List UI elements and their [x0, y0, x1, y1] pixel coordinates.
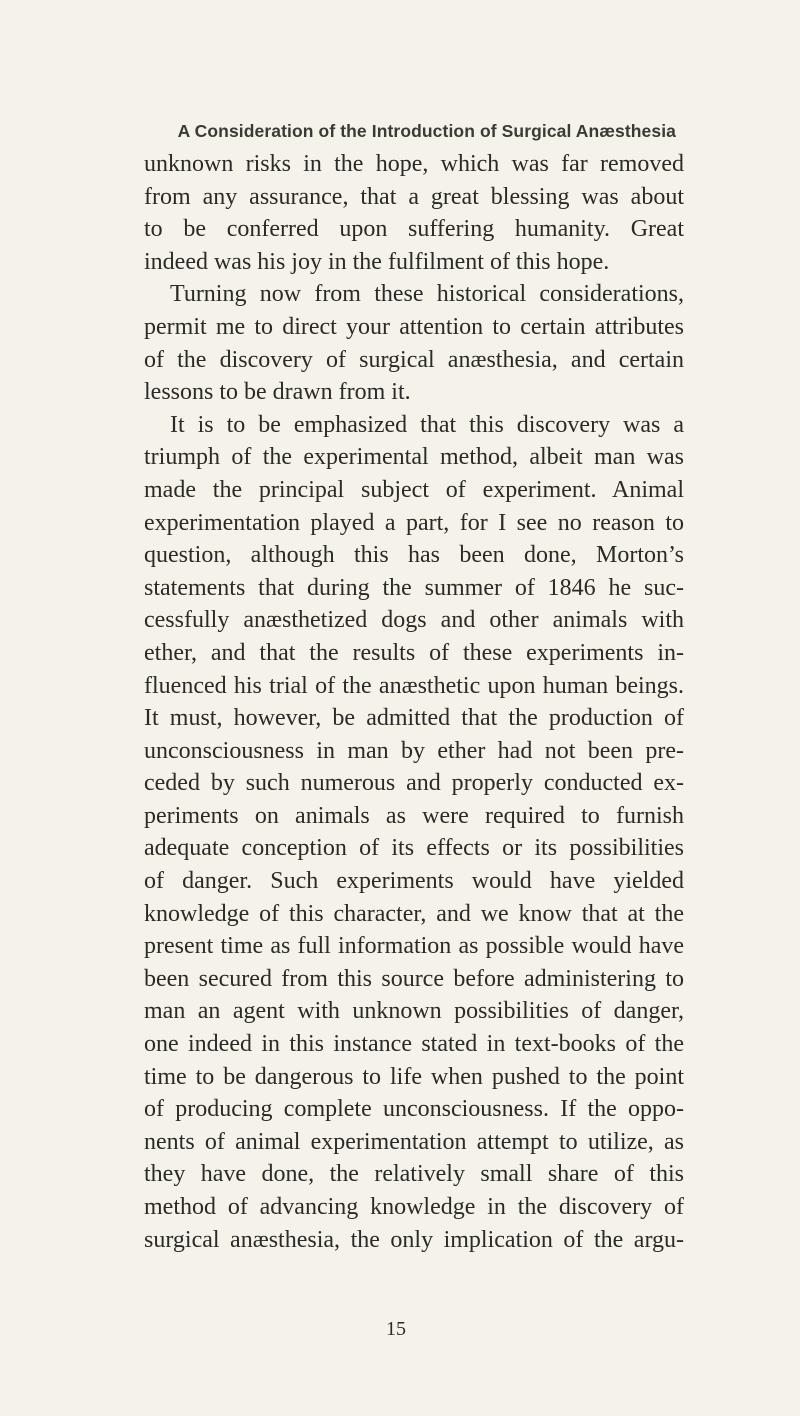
text-line: indeed was his joy in the fulfilment of this hope. [144, 248, 610, 275]
text-line: they have done, the relatively small share of this [144, 1161, 684, 1188]
text-line: present time as full information as possible would have [144, 933, 684, 960]
text-line: method of advancing knowledge in the discovery of [144, 1194, 684, 1220]
text-line: one indeed in this instance stated in text-books of the [144, 1031, 684, 1058]
text-line: ceded by such numerous and properly conducted ex- [144, 770, 684, 797]
text-line: question, although this has been done, Morton’s [144, 542, 684, 569]
text-line: of the discovery of surgical anæsthesia, and certain [144, 346, 684, 373]
text-line: fluenced his trial of the anæsthetic upon human beings. [144, 672, 684, 699]
text-line: man an agent with unknown possibilities of danger, [144, 998, 684, 1025]
text-line: from any assurance, that a great blessing was about [144, 183, 684, 210]
text-line: cessfully anæsthetized dogs and other animals with [144, 607, 684, 634]
text-line: unconsciousness in man by ether had not been pre- [144, 737, 684, 764]
text-line: adequate conception of its effects or its possibilities [144, 835, 684, 862]
text-line: experimentation played a part, for I see no reason to [144, 509, 684, 536]
text-line: of danger. Such experiments would have yielded [144, 868, 684, 895]
text-line: permit me to direct your attention to certain attributes [144, 313, 684, 340]
text-line: statements that during the summer of 1846 he suc- [144, 574, 684, 601]
body-text [144, 148, 684, 1256]
text-line: ether, and that the results of these experiments in- [144, 639, 684, 666]
text-line: Turning now from these historical considerations, [170, 281, 684, 308]
text-line: of producing complete unconsciousness. If the oppo- [144, 1096, 684, 1123]
text-line: triumph of the experimental method, albeit man was [144, 444, 684, 471]
text-line: It must, however, be admitted that the production of [144, 705, 684, 732]
text-line: surgical anæsthesia, the only implication of the argu- [144, 1226, 684, 1253]
text-line: made the principal subject of experiment. Animal [144, 476, 684, 503]
text-line: periments on animals as were required to furnish [144, 802, 684, 829]
running-head: A Consideration of the Introduction of Surgical Anæsthesia [177, 121, 676, 141]
text-line: lessons to be drawn from it. [144, 379, 411, 406]
text-line: knowledge of this character, and we know that at the [144, 900, 684, 927]
text-line: It is to be emphasized that this discovery was a [170, 411, 684, 438]
text-line: to be conferred upon suffering humanity. Great [144, 216, 684, 243]
text-line: nents of animal experimentation attempt to utilize, as [144, 1128, 684, 1155]
text-line: unknown risks in the hope, which was far removed [144, 151, 684, 177]
page-number: 15 [386, 1318, 406, 1340]
text-line: been secured from this source before administering to [144, 965, 684, 992]
text-line: time to be dangerous to life when pushed to the point [144, 1063, 684, 1090]
